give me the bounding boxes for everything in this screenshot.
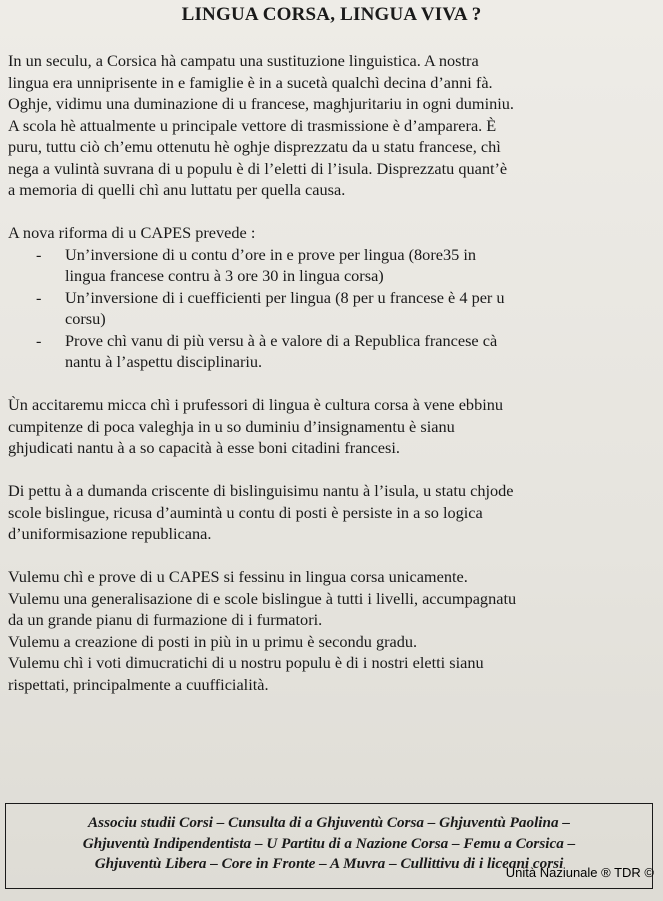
text-line: In un seculu, a Corsica hà campatu una sustituzione linguistica. A nostra <box>8 51 479 70</box>
text-line: Ùn accitaremu micca chì i prufessori di lingua è cultura corsa à vene ebbinu <box>8 395 504 414</box>
reform-intro: A nova riforma di u CAPES prevede : <box>8 223 256 242</box>
text-line: Associu studii Corsi – Cunsulta di a Ghjuventù Corsa – Ghjuventù Paolina – <box>88 814 570 831</box>
text-line: d’uniformisazione republicana. <box>8 524 212 543</box>
text-line: nega a vulintà suvrana di u populu è di l’eletti di l’isula. Disprezzatu quant’è <box>8 158 508 178</box>
text-line: scole bislingue, ricusa d’aumintà u contu di posti è persiste in a so logica <box>8 502 483 522</box>
text-line: Un’inversione di u contu d’ore in e prove per lingua (8ore35 in <box>65 244 476 264</box>
bullet-dash: - <box>36 287 42 307</box>
text-line: da un grande pianu di furmazione di i furmatori. <box>8 610 323 629</box>
list-item <box>8 330 622 373</box>
bullet-dash: - <box>36 244 42 264</box>
text-line: Un’inversione di i cuefficienti per lingua (8 per u francese è 4 per u <box>65 287 505 307</box>
text-line: ghjudicati nantu à a so capacità à esse boni citadini francesi. <box>8 438 400 457</box>
document-body <box>8 50 622 717</box>
text-line: a memoria di quelli chì anu luttatu per quella causa. <box>8 180 346 199</box>
text-line: Di pettu à a dumanda criscente di bislinguisimu nantu à l’isula, u statu chjode <box>8 481 514 500</box>
text-line: Ghjuventù Indipendentista – U Partitu di a Nazione Corsa – Femu a Corsica – <box>82 834 576 852</box>
bilingual-paragraph <box>8 480 622 545</box>
list-item <box>8 287 622 330</box>
text-line: puru, tuttu ciò ch’emu ottenutu hè oghje disprezzatu da u statu francese, chì <box>8 137 501 156</box>
bullet-dash: - <box>36 330 42 350</box>
text-line: Vulemu una generalisazione di e scole bislingue à tutti i livelli, accumpagnatu <box>8 588 517 608</box>
text-line: lingua francese contru à 3 ore 30 in lingua corsa) <box>65 266 384 285</box>
demands-paragraph <box>8 566 622 695</box>
text-line: Prove chì vanu di più versu à à e valore di a Republica francese cà <box>65 330 498 350</box>
intro-paragraph <box>8 50 622 201</box>
text-line: Vulemu chì e prove di u CAPES si fessinu in lingua corsa unicamente. <box>8 567 468 586</box>
text-line: nantu à l’aspettu disciplinariu. <box>65 352 263 371</box>
text-line: Oghje, vidimu una duminazione di u francese, maghjuritariu in ogni duminiu. <box>8 94 514 113</box>
page-title: LINGUA CORSA, LINGUA VIVA ? <box>181 4 482 25</box>
text-line: A scola hè attualmente u principale vettore di trasmissione è d’amparera. È <box>8 115 497 135</box>
reform-list <box>8 244 622 373</box>
text-line: Vulemu a creazione di posti in più in u primu è secondu gradu. <box>8 631 418 651</box>
text-line: corsu) <box>65 309 106 328</box>
text-line: lingua era unniprisente in e famiglie è in a sucetà qualchì decina d’anni fà. <box>8 72 493 92</box>
text-line: Ghjuventù Libera – Core in Fronte – A Muvra – Cullittivu di i liceani corsi <box>94 855 564 872</box>
text-line: rispettati, principalmente a cuufficialità. <box>8 674 269 694</box>
text-line: Vulemu chì i voti dimucratichi di u nostru populu è di i nostri eletti sianu <box>8 653 484 672</box>
text-line: cumpitenze di poca valeghja in u so duminiu d’insignamentu è sianu <box>8 416 455 436</box>
list-item <box>8 244 622 287</box>
professors-paragraph <box>8 394 622 459</box>
credit-text: Unità Naziunale ® TDR © <box>505 865 654 880</box>
